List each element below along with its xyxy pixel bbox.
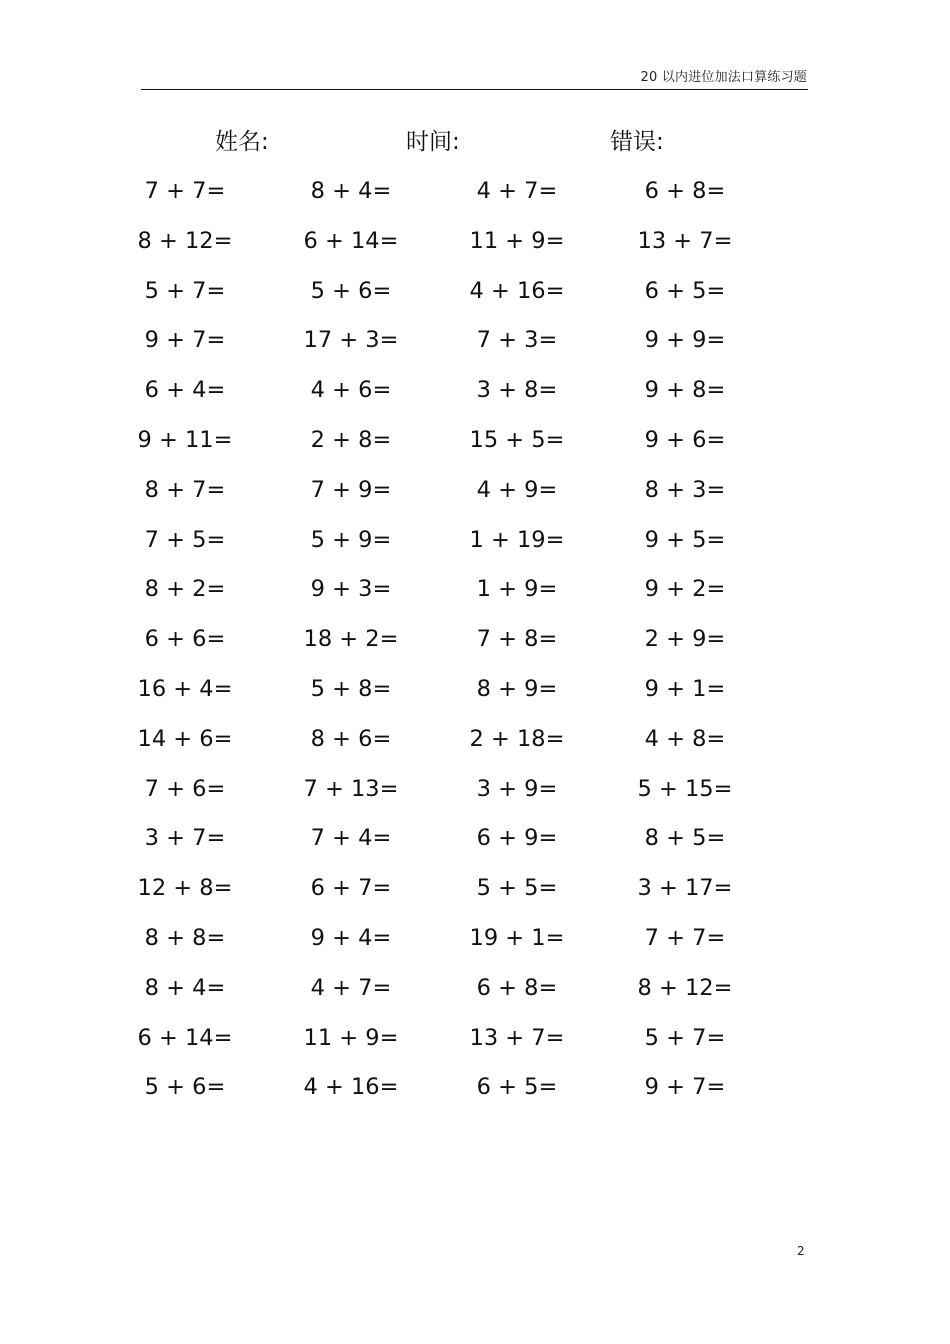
problem-row bbox=[0, 621, 950, 671]
addition-problem: 4 + 7= bbox=[310, 974, 392, 1001]
addition-problem: 8 + 3= bbox=[644, 476, 726, 503]
addition-problem: 11 + 9= bbox=[303, 1024, 399, 1051]
addition-problem: 8 + 9= bbox=[476, 675, 558, 702]
student-info-labels bbox=[0, 126, 950, 162]
addition-problem: 3 + 8= bbox=[476, 377, 558, 404]
addition-problem: 2 + 9= bbox=[644, 626, 726, 653]
addition-problem: 4 + 6= bbox=[310, 377, 392, 404]
addition-problem: 7 + 9= bbox=[310, 476, 392, 503]
addition-problem: 4 + 16= bbox=[303, 1074, 399, 1101]
addition-problem: 8 + 4= bbox=[144, 974, 226, 1001]
problem-row bbox=[0, 322, 950, 372]
errors-label: 错误: bbox=[610, 129, 664, 155]
problem-row bbox=[0, 571, 950, 621]
addition-problem: 9 + 4= bbox=[310, 924, 392, 951]
name-label: 姓名: bbox=[215, 129, 269, 155]
addition-problem: 6 + 6= bbox=[144, 626, 226, 653]
addition-problem: 9 + 3= bbox=[310, 576, 392, 603]
addition-problem: 11 + 9= bbox=[469, 227, 565, 254]
addition-problem: 9 + 5= bbox=[644, 526, 726, 553]
problem-row bbox=[0, 372, 950, 422]
addition-problem: 17 + 3= bbox=[303, 327, 399, 354]
problem-row bbox=[0, 422, 950, 472]
addition-problem: 1 + 19= bbox=[469, 526, 565, 553]
addition-problem: 5 + 7= bbox=[644, 1024, 726, 1051]
addition-problem: 7 + 7= bbox=[144, 178, 226, 204]
page-number: 2 bbox=[797, 1244, 805, 1258]
addition-problem: 9 + 9= bbox=[644, 327, 726, 354]
addition-problem: 6 + 8= bbox=[644, 178, 726, 204]
problem-row bbox=[0, 671, 950, 721]
addition-problem: 4 + 7= bbox=[476, 178, 558, 204]
addition-problem: 6 + 14= bbox=[303, 227, 399, 254]
addition-problem: 5 + 6= bbox=[310, 277, 392, 304]
problem-row bbox=[0, 522, 950, 572]
addition-problem: 8 + 7= bbox=[144, 476, 226, 503]
problem-row bbox=[0, 173, 950, 223]
addition-problem: 6 + 8= bbox=[476, 974, 558, 1001]
problem-row bbox=[0, 1020, 950, 1070]
addition-problem: 6 + 5= bbox=[476, 1074, 558, 1101]
problem-row bbox=[0, 223, 950, 273]
addition-problem: 15 + 5= bbox=[469, 426, 565, 453]
addition-problem: 8 + 12= bbox=[637, 974, 733, 1001]
addition-problem: 7 + 7= bbox=[644, 924, 726, 951]
problem-row bbox=[0, 970, 950, 1020]
addition-problem: 4 + 16= bbox=[469, 277, 565, 304]
addition-problem: 14 + 6= bbox=[137, 725, 233, 752]
addition-problem: 7 + 8= bbox=[476, 626, 558, 653]
addition-problem: 18 + 2= bbox=[303, 626, 399, 653]
addition-problem: 5 + 8= bbox=[310, 675, 392, 702]
problem-row bbox=[0, 721, 950, 771]
problem-row bbox=[0, 920, 950, 970]
addition-problem: 3 + 17= bbox=[637, 875, 733, 902]
addition-problem: 8 + 8= bbox=[144, 924, 226, 951]
addition-problem: 9 + 2= bbox=[644, 576, 726, 603]
addition-problem: 9 + 8= bbox=[644, 377, 726, 404]
addition-problem: 5 + 9= bbox=[310, 526, 392, 553]
addition-problem: 13 + 7= bbox=[469, 1024, 565, 1051]
addition-problem: 5 + 7= bbox=[144, 277, 226, 304]
addition-problem: 9 + 11= bbox=[137, 426, 233, 453]
addition-problem: 8 + 2= bbox=[144, 576, 226, 603]
problem-row bbox=[0, 870, 950, 920]
header-divider bbox=[141, 89, 808, 90]
addition-problem: 9 + 7= bbox=[644, 1074, 726, 1101]
addition-problem: 12 + 8= bbox=[137, 875, 233, 902]
problem-row bbox=[0, 820, 950, 870]
addition-problem: 2 + 8= bbox=[310, 426, 392, 453]
addition-problem: 2 + 18= bbox=[469, 725, 565, 752]
addition-problem: 19 + 1= bbox=[469, 924, 565, 951]
addition-problem: 6 + 4= bbox=[144, 377, 226, 404]
addition-problem: 3 + 9= bbox=[476, 775, 558, 802]
problem-row bbox=[0, 472, 950, 522]
addition-problem: 16 + 4= bbox=[137, 675, 233, 702]
addition-problem: 5 + 6= bbox=[144, 1074, 226, 1101]
addition-problem: 8 + 6= bbox=[310, 725, 392, 752]
addition-problem: 8 + 5= bbox=[644, 825, 726, 852]
addition-problem: 7 + 5= bbox=[144, 526, 226, 553]
addition-problem: 5 + 15= bbox=[637, 775, 733, 802]
addition-problem: 6 + 9= bbox=[476, 825, 558, 852]
addition-problem: 9 + 6= bbox=[644, 426, 726, 453]
addition-problem: 7 + 6= bbox=[144, 775, 226, 802]
addition-problem: 5 + 5= bbox=[476, 875, 558, 902]
addition-problem: 6 + 5= bbox=[644, 277, 726, 304]
problem-row bbox=[0, 1069, 950, 1119]
addition-problem: 1 + 9= bbox=[476, 576, 558, 603]
addition-problem: 8 + 12= bbox=[137, 227, 233, 254]
addition-problem: 3 + 7= bbox=[144, 825, 226, 852]
addition-problem: 6 + 14= bbox=[137, 1024, 233, 1051]
addition-problem: 8 + 4= bbox=[310, 178, 392, 204]
addition-problem: 4 + 8= bbox=[644, 725, 726, 752]
problem-row bbox=[0, 771, 950, 821]
addition-problem: 13 + 7= bbox=[637, 227, 733, 254]
addition-problem: 7 + 4= bbox=[310, 825, 392, 852]
problem-row bbox=[0, 273, 950, 323]
problem-grid bbox=[0, 173, 950, 1119]
time-label: 时间: bbox=[406, 129, 460, 155]
addition-problem: 4 + 9= bbox=[476, 476, 558, 503]
addition-problem: 7 + 13= bbox=[303, 775, 399, 802]
addition-problem: 9 + 7= bbox=[144, 327, 226, 354]
addition-problem: 7 + 3= bbox=[476, 327, 558, 354]
addition-problem: 9 + 1= bbox=[644, 675, 726, 702]
addition-problem: 6 + 7= bbox=[310, 875, 392, 902]
header-title: 20 以内进位加法口算练习题 bbox=[640, 70, 807, 85]
